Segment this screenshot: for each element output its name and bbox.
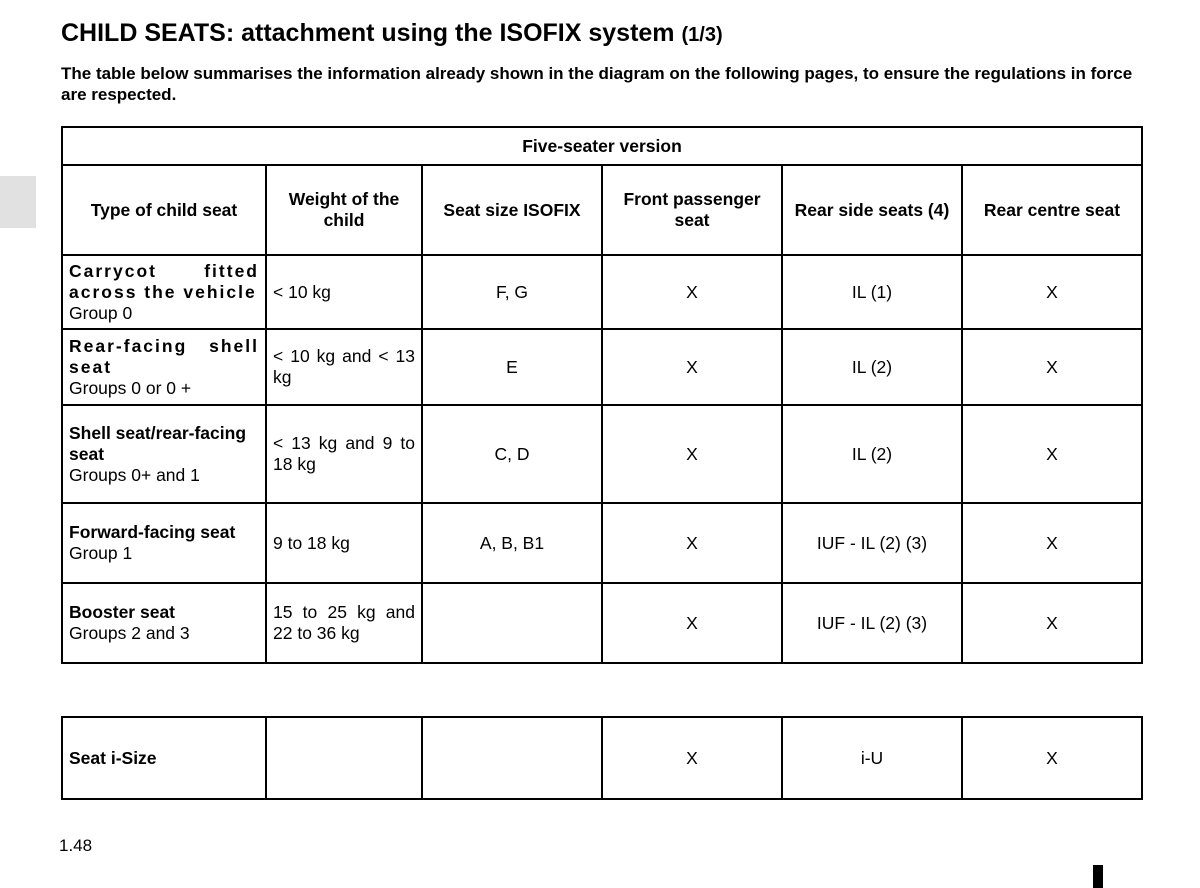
header-front: Front passenger seat: [602, 165, 782, 255]
cell-size: A, B, B1: [422, 503, 602, 583]
cell-rear-centre: X: [962, 405, 1142, 503]
cell-type: [62, 503, 266, 583]
cell-rear-side: IUF - IL (2) (3): [782, 583, 962, 663]
cell-size: [422, 717, 602, 799]
cell-rear-side: IL (2): [782, 405, 962, 503]
cell-rear-centre: X: [962, 329, 1142, 405]
version-header: Five-seater version: [62, 127, 1142, 165]
seat-group: Group 1: [69, 543, 133, 563]
page-number: 1.48: [59, 836, 93, 855]
seat-type: Forward-facing seat: [69, 522, 236, 542]
header-rear-centre: Rear centre seat: [962, 165, 1142, 255]
side-tab-marker: [0, 176, 36, 228]
cell-front: X: [602, 503, 782, 583]
cell-size: C, D: [422, 405, 602, 503]
table-row: [62, 405, 1142, 503]
header-weight: Weight of the child: [266, 165, 422, 255]
header-size: Seat size ISOFIX: [422, 165, 602, 255]
cell-type: [62, 329, 266, 405]
cell-size: E: [422, 329, 602, 405]
cell-size: [422, 583, 602, 663]
intro-text: The table below summarises the information already shown in the diagram on the following pages, to ensure the regulations in force are respected.: [61, 64, 1133, 104]
version-row: [62, 127, 1142, 165]
header-row: [62, 165, 1142, 255]
seat-group: Group 0: [69, 302, 133, 323]
isofix-table: [61, 126, 1143, 664]
table-row: [62, 503, 1142, 583]
seat-type: Rear-facing shell seat: [69, 335, 259, 377]
cell-type: [62, 255, 266, 329]
seat-group: Groups 0 or 0 +: [69, 377, 192, 398]
page-corner-mark: [1093, 865, 1103, 888]
cell-front: X: [602, 405, 782, 503]
cell-rear-centre: X: [962, 717, 1142, 799]
cell-weight: 9 to 18 kg: [266, 503, 422, 583]
table-row: [62, 255, 1142, 329]
cell-front: X: [602, 717, 782, 799]
cell-weight: 15 to 25 kg and 22 to 36 kg: [266, 583, 422, 663]
cell-rear-side: i-U: [782, 717, 962, 799]
table-row: [62, 329, 1142, 405]
title-main: CHILD SEATS: attachment using the ISOFIX system: [61, 19, 675, 47]
cell-weight: [266, 717, 422, 799]
seat-type: Booster seat: [69, 602, 176, 622]
isize-table: [61, 716, 1143, 800]
seat-type: Carrycot fitted across the vehicle: [69, 260, 259, 302]
cell-rear-centre: X: [962, 255, 1142, 329]
cell-rear-side: IL (2): [782, 329, 962, 405]
cell-size: F, G: [422, 255, 602, 329]
page-title: [61, 19, 723, 48]
seat-type: Shell seat/rear-facing seat: [69, 422, 247, 464]
seat-group: Groups 0+ and 1: [69, 464, 200, 485]
cell-weight: < 10 kg and < 13 kg: [266, 329, 422, 405]
cell-type: [62, 405, 266, 503]
cell-front: X: [602, 583, 782, 663]
seat-group: Groups 2 and 3: [69, 623, 190, 643]
table-row: [62, 717, 1142, 799]
header-type: Type of child seat: [62, 165, 266, 255]
cell-weight: < 13 kg and 9 to 18 kg: [266, 405, 422, 503]
cell-front: X: [602, 329, 782, 405]
cell-type: Seat i-Size: [62, 717, 266, 799]
cell-rear-side: IUF - IL (2) (3): [782, 503, 962, 583]
title-part: (1/3): [681, 24, 723, 46]
header-rear-side: Rear side seats (4): [782, 165, 962, 255]
cell-front: X: [602, 255, 782, 329]
table-row: [62, 583, 1142, 663]
cell-rear-centre: X: [962, 583, 1142, 663]
cell-weight: < 10 kg: [266, 255, 422, 329]
cell-rear-centre: X: [962, 503, 1142, 583]
cell-rear-side: IL (1): [782, 255, 962, 329]
cell-type: [62, 583, 266, 663]
